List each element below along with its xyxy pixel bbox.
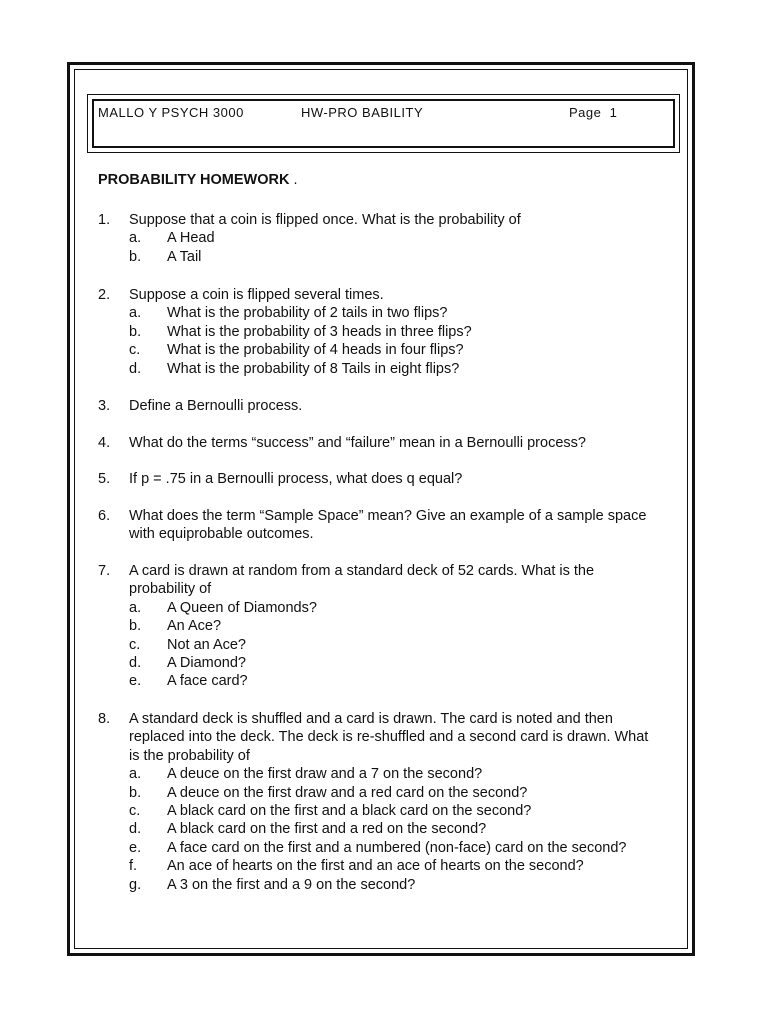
subitem-letter: e. <box>129 673 142 690</box>
subitem-text: What is the probability of 4 heads in four flips? <box>167 342 464 359</box>
question-number: 8. <box>98 711 111 727</box>
question-number: 6. <box>98 508 111 524</box>
subitem-text: What is the probability of 8 Tails in eight flips? <box>167 360 460 377</box>
question-text: is the probability of <box>129 747 250 764</box>
question-number: 7. <box>98 563 111 579</box>
subitem-text: An Ace? <box>167 618 222 635</box>
question-text: If p = .75 in a Bernoulli process, what does q equal? <box>129 471 463 487</box>
question-text: What does the term “Sample Space” mean? Give an example of a sample space <box>129 508 647 524</box>
subitem-letter: d. <box>129 360 142 377</box>
header-assignment: HW-PRO BABILITY <box>301 105 424 120</box>
subitem-letter: a. <box>129 230 142 247</box>
document-title-trailing: . <box>289 172 298 188</box>
subitem-letter: c. <box>129 636 141 653</box>
subitem-text: A 3 on the first and a 9 on the second? <box>167 876 416 893</box>
question-number: 1. <box>98 212 111 228</box>
subitem-letter: a. <box>129 766 142 783</box>
subitem-text: Not an Ace? <box>167 636 246 653</box>
question-text: A standard deck is shuffled and a card is drawn. The card is noted and then <box>129 711 613 727</box>
question-number: 2. <box>98 287 111 303</box>
subitem-letter: f. <box>129 858 138 875</box>
subitem-text: A deuce on the first draw and a 7 on the second? <box>167 766 483 783</box>
subitem-letter: b. <box>129 323 142 340</box>
subitem-text: A black card on the first and a black card on the second? <box>167 803 532 819</box>
subitem-letter: b. <box>129 248 142 265</box>
subitem-text: A Queen of Diamonds? <box>167 599 317 616</box>
subitem-text: A Head <box>167 230 215 247</box>
subitem-letter: d. <box>129 821 142 838</box>
question-text: What do the terms “success” and “failure” mean in a Bernoulli process? <box>129 435 586 451</box>
subitem-text: An ace of hearts on the first and an ace of hearts on the second? <box>167 858 584 875</box>
document-title-text: PROBABILITY HOMEWORK <box>98 172 290 188</box>
subitem-letter: c. <box>129 342 141 359</box>
question-number: 3. <box>98 398 111 414</box>
header-page-label: Page <box>569 105 602 120</box>
subitem-letter: a. <box>129 305 142 322</box>
question-text: with equiprobable outcomes. <box>129 526 314 543</box>
subitem-letter: b. <box>129 618 142 635</box>
question-text: Define a Bernoulli process. <box>129 398 303 414</box>
question-text: probability of <box>129 581 212 598</box>
header-course: MALLO Y PSYCH 3000 <box>98 105 244 120</box>
subitem-letter: a. <box>129 599 142 616</box>
subitem-text: A face card? <box>167 673 248 690</box>
subitem-text: A deuce on the first draw and a red card on the second? <box>167 784 528 801</box>
subitem-text: A face card on the first and a numbered (non-face) card on the second? <box>167 839 627 856</box>
subitem-letter: e. <box>129 839 142 856</box>
subitem-text: What is the probability of 3 heads in three flips? <box>167 323 472 340</box>
header-page-number: 1 <box>609 105 618 120</box>
question-number: 4. <box>98 435 111 451</box>
subitem-text: A Tail <box>167 248 202 265</box>
question-number: 5. <box>98 471 111 487</box>
question-text: A card is drawn at random from a standard deck of 52 cards. What is the <box>129 563 595 579</box>
question-text: replaced into the deck. The deck is re-shuffled and a second card is drawn. What <box>129 729 649 746</box>
subitem-letter: d. <box>129 655 142 671</box>
subitem-letter: b. <box>129 784 142 801</box>
question-text: Suppose a coin is flipped several times. <box>129 287 384 303</box>
question-text: Suppose that a coin is flipped once. What is the probability of <box>129 212 521 228</box>
subitem-letter: g. <box>129 876 142 893</box>
subitem-letter: c. <box>129 803 141 819</box>
subitem-text: A black card on the first and a red on the second? <box>167 821 487 838</box>
subitem-text: A Diamond? <box>167 655 246 671</box>
subitem-text: What is the probability of 2 tails in two flips? <box>167 305 448 322</box>
